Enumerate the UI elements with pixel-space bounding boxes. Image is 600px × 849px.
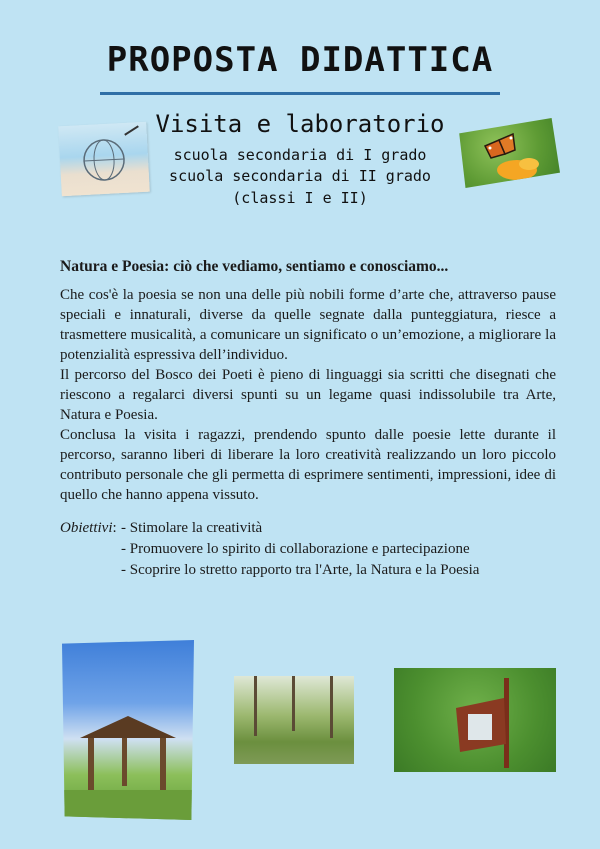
gazebo-photo	[62, 640, 194, 820]
section-heading: Natura e Poesia: ciò che vediamo, sentiamo e conosciamo...	[60, 258, 449, 275]
trees-icon	[234, 676, 354, 764]
subtitle: Visita e laboratorio	[155, 110, 445, 138]
objective-item-1: - Stimolare la creatività	[121, 520, 263, 536]
school-line-1: scuola secondaria di I grado	[173, 146, 427, 164]
paragraph-2: Il percorso del Bosco dei Poeti è pieno di linguaggi sia scritti che disegnati che riescono a regalarci diversi spunti su un legame quasi indissolubile tra Arte, Natura e Poesia.	[60, 367, 556, 423]
objective-item-2: - Promuovere lo spirito di collaborazione e partecipazione	[121, 541, 470, 557]
objectives-label-text: Obiettivi	[60, 520, 113, 536]
page-title: PROPOSTA DIDATTICA	[106, 40, 494, 80]
objective-item-3: - Scoprire lo stretto rapporto tra l'Arte, la Natura e la Poesia	[121, 562, 480, 578]
signboard-icon	[394, 668, 556, 772]
objectives-label: Obiettivi:	[60, 520, 117, 536]
forest-photo	[234, 676, 354, 764]
school-line-3: (classi I e II)	[232, 189, 368, 207]
school-line-2: scuola secondaria di II grado	[169, 167, 431, 185]
gazebo-icon	[62, 640, 194, 820]
title-underline	[100, 92, 500, 95]
paragraph-3: Conclusa la visita i ragazzi, prendendo spunto dalle poesie lette durante il percorso, saranno liberi di liberare la loro creatività realizzando un loro piccolo contributo personale che gli permetta di esprimere sentimenti, impressioni, idee di quello che hanno appena vissuto.	[60, 427, 556, 503]
signboard-photo	[394, 668, 556, 772]
paragraph-1: Che cos'è la poesia se non una delle più nobili forme d’arte che, attraverso pause speciali e innaturali, diverse da quelle segnate dalla punteggiatura, riesce a trasmettere musicalità, a comunicare un significato o un’emozione, a migliorare la potenzialità espressiva dell’individuo.	[60, 287, 556, 363]
